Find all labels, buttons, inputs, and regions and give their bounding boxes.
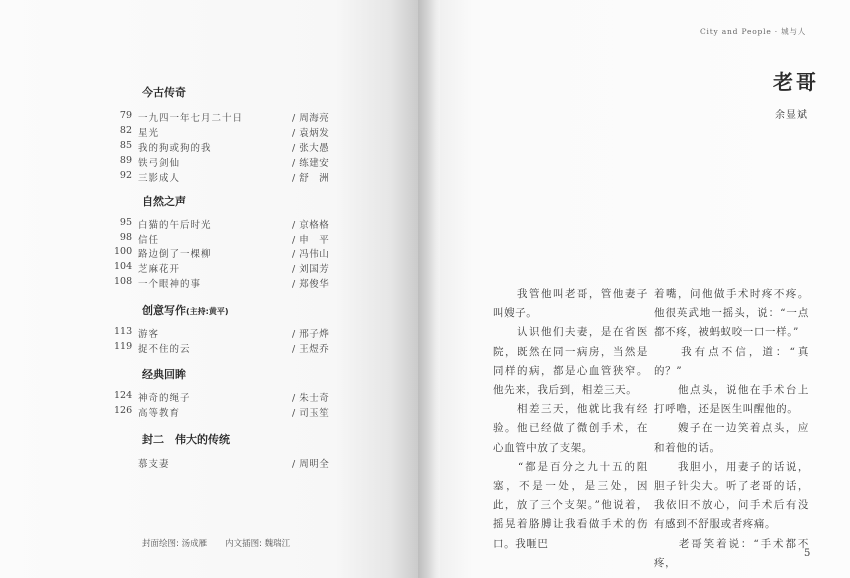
toc-entry-author: / 冯伟山	[292, 249, 330, 260]
toc-entry-title: 铁弓剑仙	[138, 158, 181, 169]
toc-entry[interactable]	[114, 326, 354, 340]
toc-entry[interactable]	[114, 246, 354, 260]
toc-entry-author: / 申 平	[292, 235, 330, 246]
book-gutter	[418, 0, 442, 578]
toc-entry[interactable]	[114, 232, 354, 246]
toc-entry-author: / 舒 洲	[292, 173, 330, 184]
toc-entry-author: / 王煜乔	[292, 344, 330, 355]
paragraph: “都是百分之九十五的阻塞，不是一处，是三处，因此，放了三个支架。”他说着，摇晃着胳膊让我看做手术的伤口。我咂巴	[493, 460, 648, 550]
toc-entry-title: 三影成人	[138, 173, 181, 184]
toc-entry-title: 捉不住的云	[138, 344, 191, 355]
toc-entry-author: / 刘国芳	[292, 264, 330, 275]
toc-page-number: 124	[114, 390, 133, 401]
paragraph: 我有点不信，道：“真的？”	[654, 345, 809, 377]
toc-page-number: 95	[119, 217, 132, 228]
toc-entry-title: 神奇的绳子	[138, 393, 191, 404]
toc-entry-author: / 袁炳发	[292, 128, 330, 139]
paragraph: 认识他们夫妻，是在省医院，既然在同一病房，当然是同样的病，都是心血管狭窄。他先来，我后到，相差三天。	[493, 326, 648, 397]
article-author: 余显斌	[775, 110, 808, 121]
toc-section-title: 封二 伟大的传统	[142, 433, 230, 446]
toc-entry[interactable]	[114, 170, 354, 184]
toc-entry-author: / 京格格	[292, 220, 330, 231]
illustration-credit: 内文插图: 魏瑞江	[225, 539, 291, 549]
toc-section-title	[142, 302, 229, 318]
toc-entry-author: / 司玉笙	[292, 408, 330, 419]
toc-entry-title: 白猫的午后时光	[138, 220, 212, 231]
article-title: 老哥	[773, 70, 819, 94]
paragraph: 嫂子在一边笑着点头，应和着他的话。	[654, 422, 809, 454]
toc-entry-author: / 练建安	[292, 158, 330, 169]
toc-entry-title: 一个眼神的事	[138, 279, 202, 290]
toc-entry-title: 路边倒了一棵柳	[138, 249, 212, 260]
toc-section-title: 今古传奇	[142, 86, 186, 99]
toc-page-number: 85	[119, 140, 132, 151]
toc-page-number: 100	[114, 246, 133, 257]
article-column-1	[493, 285, 648, 554]
toc-entry[interactable]	[114, 405, 354, 419]
toc-page-number: 113	[114, 326, 133, 337]
toc-entry-author: / 郑俊华	[292, 279, 330, 290]
cover-art-credit: 封面绘图: 汤成雁	[142, 539, 208, 549]
toc-page-number: 108	[114, 276, 133, 287]
toc-page-number: 104	[114, 261, 133, 272]
toc-entry[interactable]	[114, 276, 354, 290]
toc-entry-author: / 张大愚	[292, 143, 330, 154]
toc-page-number: 126	[114, 405, 133, 416]
paragraph: 老哥笑着说：“手术都不疼，	[654, 537, 809, 569]
paragraph: 我管他叫老哥，管他妻子叫嫂子。	[493, 288, 648, 320]
toc-entry-title: 一九四一年七月二十日	[138, 113, 244, 124]
toc-entry[interactable]	[114, 456, 354, 470]
toc-entry[interactable]	[114, 261, 354, 275]
toc-page-number: 79	[119, 110, 132, 121]
illustration-credits	[142, 537, 290, 549]
paragraph: 我胆小，用妻子的话说，胆子针尖大。听了老哥的话，我依旧不放心，问手术后有没有感到不舒服或者疼痛。	[654, 460, 809, 531]
paragraph: 相差三天，他就比我有经验。他已经做了微创手术，在心血管中放了支架。	[493, 403, 648, 454]
toc-entry[interactable]	[114, 341, 354, 355]
toc-entry-author: / 朱士奇	[292, 393, 330, 404]
paragraph: 着嘴，问他做手术时疼不疼。他很英武地一摇头，说：“一点都不疼，被蚂蚁咬一口一样。”	[654, 288, 809, 339]
toc-page-number: 98	[119, 232, 132, 243]
toc-entry-author: / 周海亮	[292, 113, 330, 124]
toc-page-number: 119	[114, 341, 133, 352]
paragraph: 他点头，说他在手术台上打呼噜，还是医生叫醒他的。	[654, 384, 809, 416]
toc-entry-title: 星光	[138, 128, 160, 139]
toc-entry[interactable]	[114, 390, 354, 404]
toc-entry[interactable]	[114, 155, 354, 169]
toc-entry[interactable]	[114, 125, 354, 139]
toc-section-title: 自然之声	[142, 195, 186, 208]
running-header: City and People · 城与人	[700, 27, 807, 36]
toc-page-number: 82	[119, 125, 132, 136]
toc-entry[interactable]	[114, 110, 354, 124]
toc-entry-title: 慕支妻	[138, 459, 170, 470]
toc-entry-title: 芝麻花开	[138, 264, 181, 275]
toc-entry-title: 高等教育	[138, 408, 181, 419]
toc-entry-author: / 周明全	[292, 459, 330, 470]
toc-page-number: 92	[119, 170, 132, 181]
toc-section-title-text: 创意写作	[142, 304, 186, 317]
toc-entry-author: / 邢子烨	[292, 329, 330, 340]
page-number: 5	[804, 548, 811, 559]
toc-entry[interactable]	[114, 217, 354, 231]
toc-page-number: 89	[119, 155, 132, 166]
toc-entry-title: 游客	[138, 329, 160, 340]
toc-section-host: (主持:黄平)	[186, 307, 229, 316]
toc-section-title: 经典回眸	[142, 368, 186, 381]
toc-entry-title: 信任	[138, 235, 160, 246]
toc-entry-title: 我的狗或狗的我	[138, 143, 212, 154]
article-column-2	[654, 285, 809, 573]
toc-entry[interactable]	[114, 140, 354, 154]
